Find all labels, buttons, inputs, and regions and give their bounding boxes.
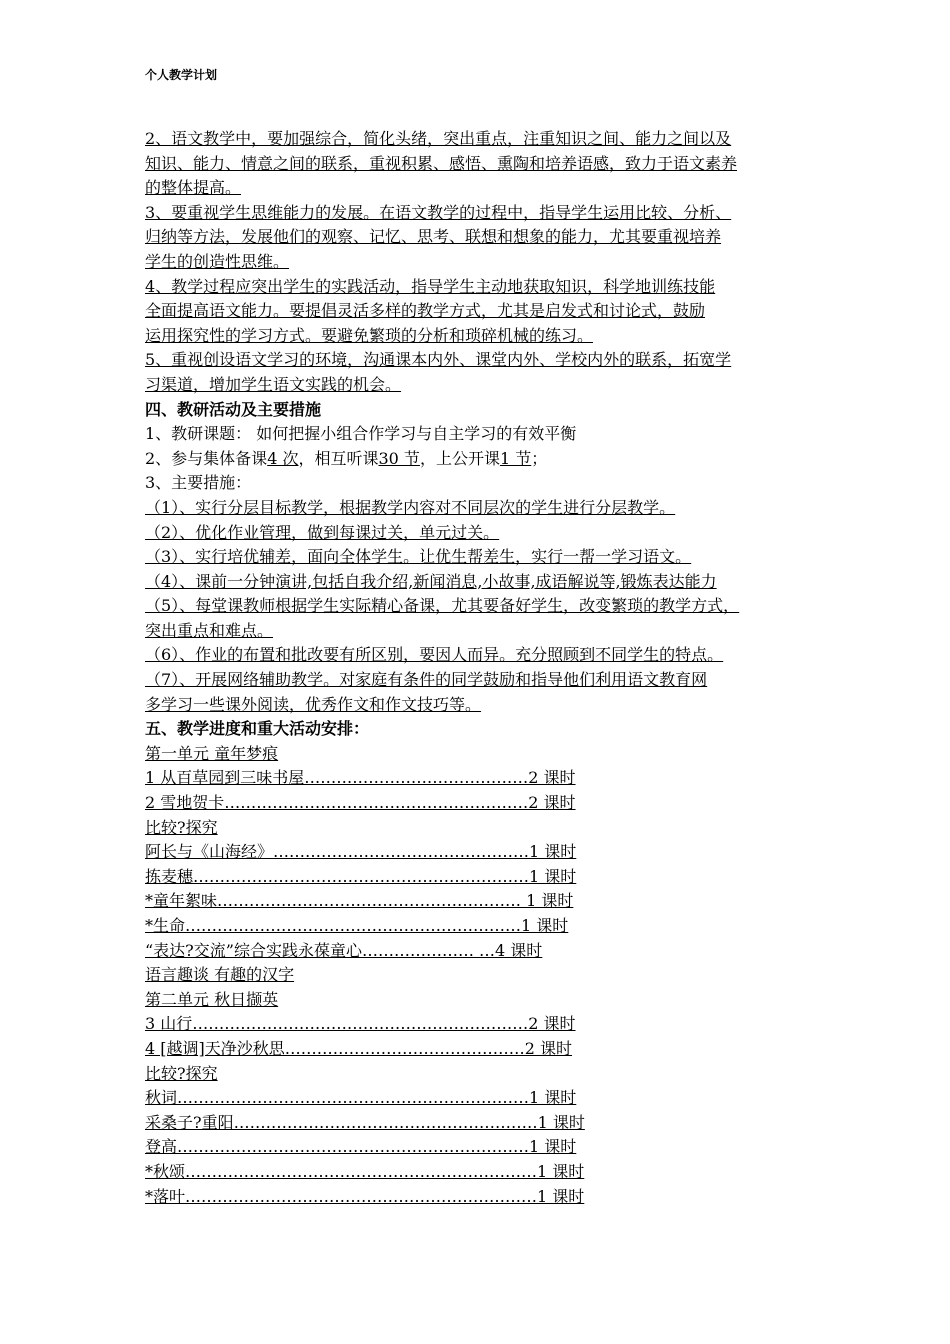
schedule-item: 阿长与《山海经》…………………………………………1 课时 bbox=[145, 842, 577, 862]
section-heading: 五、教学进度和重大活动安排： bbox=[145, 719, 370, 739]
schedule-item: 比较?探究 bbox=[145, 1063, 218, 1083]
schedule-item: *生命………………………………………………………1 课时 bbox=[145, 916, 569, 935]
measures-label: 3、主要措施： bbox=[145, 473, 252, 493]
measure-item: （6）、作业的布置和批改要有所区别，要因人而异。充分照顾到不同学生的特点。 bbox=[145, 645, 724, 665]
measure-item: （5）、每堂课教师根据学生实际精心备课，尤其要备好学生，改变繁琐的教学方式， bbox=[145, 596, 740, 616]
schedule-item: 3 山行………………………………………………………2 课时 bbox=[145, 1014, 576, 1034]
schedule-item: “表达?交流”综合实践永葆童心………………… …4 课时 bbox=[145, 940, 543, 960]
schedule-item: 第二单元 秋日撷英 bbox=[145, 989, 279, 1009]
measure-item: （3）、实行培优辅差，面向全体学生。让优生帮差生，实行一帮一学习语文。 bbox=[145, 547, 692, 567]
research-topic: 1、教研课题： 如何把握小组合作学习与自主学习的有效平衡 bbox=[145, 424, 577, 444]
schedule-item: 1 从百草园到三味书屋……………………………………2 课时 bbox=[145, 768, 576, 788]
schedule-item: 第一单元 童年梦痕 bbox=[145, 743, 279, 763]
schedule-item: 2 雪地贺卡…………………………………………………2 课时 bbox=[145, 793, 576, 813]
text-line: 的整体提高。 bbox=[145, 178, 242, 198]
text-line: 2、语文教学中，要加强综合，简化头绪，突出重点，注重知识之间、能力之间以及 bbox=[145, 129, 732, 148]
text-line: 学生的创造性思维。 bbox=[145, 251, 290, 271]
schedule-item: *童年絮味………………………………………………… 1 课时 bbox=[145, 891, 574, 911]
lesson-prep-count: 4 次 bbox=[267, 448, 299, 468]
measure-item: （4）、课前一分钟演讲,包括自我介绍,新闻消息,小故事,成语解说等,锻炼表达能力 bbox=[145, 571, 717, 591]
text-line: 习渠道，增加学生语文实践的机会。 bbox=[145, 374, 402, 394]
activity-counts bbox=[145, 447, 815, 472]
measure-item: 多学习一些课外阅读，优秀作文和作文技巧等。 bbox=[145, 694, 482, 714]
section-heading: 四、教研活动及主要措施 bbox=[145, 399, 322, 419]
schedule-item: 秋词…………………………………………………………1 课时 bbox=[145, 1088, 577, 1108]
text-line: 运用探究性的学习方式。要避免繁琐的分析和琐碎机械的练习。 bbox=[145, 325, 594, 345]
text-line: 全面提高语文能力。要提倡灵活多样的教学方式，尤其是启发式和讨论式，鼓励 bbox=[145, 301, 706, 321]
document-body bbox=[145, 127, 815, 1209]
text-line: 4、教学过程应突出学生的实践活动，指导学生主动地获取知识，科学地训练技能 bbox=[145, 276, 716, 296]
text-span: ； bbox=[531, 448, 548, 468]
open-lesson-count: 1 节 bbox=[499, 448, 532, 468]
text-span: ，相互听课 bbox=[298, 448, 379, 468]
measure-item: 突出重点和难点。 bbox=[145, 620, 274, 640]
observation-count: 30 节 bbox=[378, 448, 420, 468]
schedule-item: 采桑子?重阳…………………………………………………1 课时 bbox=[145, 1112, 585, 1132]
text-line: 5、重视创设语文学习的环境，沟通课本内外、课堂内外、学校内外的联系，拓宽学 bbox=[145, 350, 732, 370]
text-line: 归纳等方法，发展他们的观察、记忆、思考、联想和想象的能力，尤其要重视培养 bbox=[145, 227, 722, 247]
text-span: ，上公开课 bbox=[419, 448, 500, 468]
schedule-item: 语言趣谈 有趣的汉字 bbox=[145, 965, 295, 985]
measure-item: （7）、开展网络辅助教学。对家庭有条件的同学鼓励和指导他们利用语文教育网 bbox=[145, 670, 708, 690]
schedule-item: 4 [越调]天净沙秋思………………………………………2 课时 bbox=[145, 1038, 573, 1058]
page-header: 个人教学计划 bbox=[145, 68, 218, 82]
schedule-item: 登高…………………………………………………………1 课时 bbox=[145, 1137, 577, 1157]
text-span: 2、参与集体备课 bbox=[145, 448, 268, 468]
text-line: 知识、能力、情意之间的联系，重视积累、感悟、熏陶和培养语感，致力于语文素养 bbox=[145, 153, 738, 173]
schedule-item: *秋颂…………………………………………………………1 课时 bbox=[145, 1161, 585, 1181]
schedule-item: *落叶…………………………………………………………1 课时 bbox=[145, 1186, 585, 1206]
measure-item: （2）、优化作业管理，做到每课过关，单元过关。 bbox=[145, 522, 500, 542]
text-line: 3、要重视学生思维能力的发展。在语文教学的过程中，指导学生运用比较、分析、 bbox=[145, 202, 732, 222]
schedule-item: 拣麦穗………………………………………………………1 课时 bbox=[145, 866, 577, 886]
measure-item: （1）、实行分层目标教学，根据教学内容对不同层次的学生进行分层教学。 bbox=[145, 497, 676, 517]
schedule-item: 比较?探究 bbox=[145, 817, 218, 837]
